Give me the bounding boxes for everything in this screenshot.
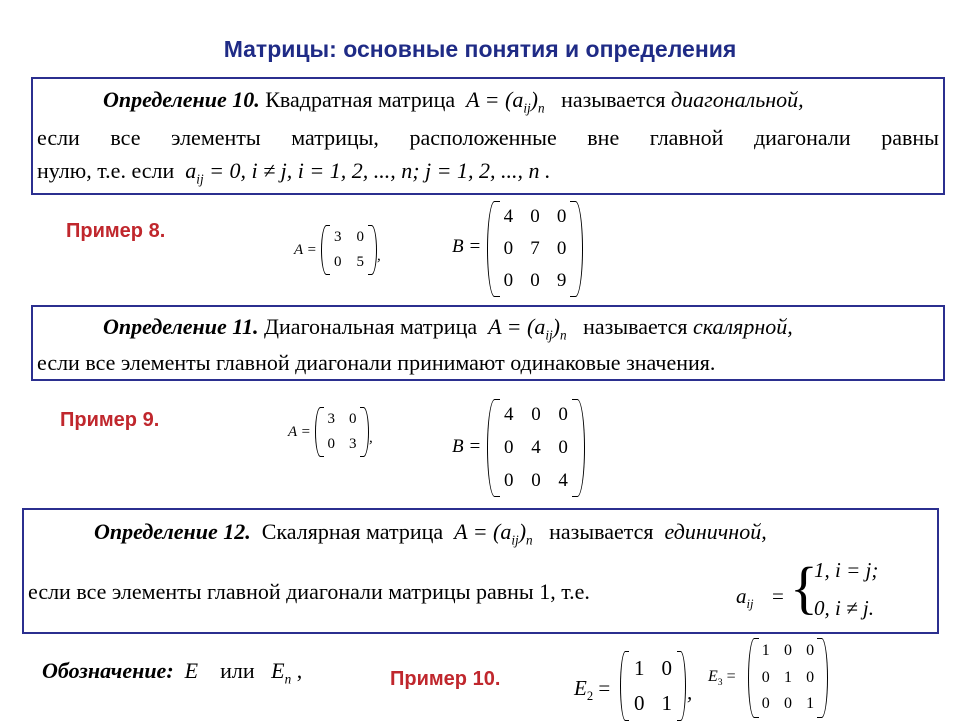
ex8-matrix-b-name: B = xyxy=(452,236,482,257)
case-2: 0, i ≠ j. xyxy=(814,596,874,620)
ex10-matrix-e2 xyxy=(620,651,686,721)
ex10-e2-name: $E_2$ = xyxy=(574,676,611,704)
matrix-cell: 0 xyxy=(556,206,567,228)
matrix-cell: 0 xyxy=(348,410,357,427)
example-9-label: Пример 9. xyxy=(60,409,160,431)
def12-line2: если все элементы главной диагонали матрицы равны 1, т.е. xyxy=(28,579,590,604)
ex9-matrix-b-name: B = xyxy=(452,436,482,457)
matrix-cell: 7 xyxy=(530,238,540,260)
matrix-cell: 1 xyxy=(634,656,645,681)
matrix-cell: 0 xyxy=(634,691,645,716)
matrix-cell: 0 xyxy=(530,206,540,228)
ex8-matrix-a-comma: , xyxy=(377,248,381,264)
notation-e: E xyxy=(184,658,199,683)
def10-word: матрицы, xyxy=(291,125,379,150)
matrix-cell: 1 xyxy=(783,668,792,686)
matrix-cell: 0 xyxy=(530,270,540,292)
ex8-matrix-a-name: A = xyxy=(294,242,317,258)
matrix-cell: 0 xyxy=(761,695,770,713)
def10-line3 xyxy=(37,158,551,187)
def11-term: скалярной, xyxy=(693,314,793,339)
def11-text1: Диагональная матрица xyxy=(264,314,478,339)
matrix-cell: 0 xyxy=(783,642,792,660)
matrix-cell: 0 xyxy=(503,270,514,292)
def12-cases: $a_{ij}$ = { 1, i = j; 0, i ≠ j. xyxy=(736,554,926,626)
matrix-cell: 0 xyxy=(531,404,541,426)
def10-term: диагональной, xyxy=(670,87,804,112)
matrix-cell: 0 xyxy=(783,695,792,713)
example-8-label: Пример 8. xyxy=(66,220,166,242)
notation-en: $E_n$ xyxy=(271,658,292,687)
matrix-cell: 1 xyxy=(806,695,815,713)
matrix-cell: 0 xyxy=(806,642,815,660)
def11-formula: $A = (a_{ij})_n$ xyxy=(488,314,567,343)
matrix-cell: 0 xyxy=(761,668,770,686)
def10-text2: называется xyxy=(561,87,666,112)
def10-word: равны xyxy=(881,125,939,150)
def10-text1: Квадратная матрица xyxy=(265,87,456,112)
def10-heading: Определение 10. xyxy=(103,87,260,112)
example-10-label: Пример 10. xyxy=(390,668,501,690)
matrix-cell: 0 xyxy=(531,469,541,491)
def10-word: все xyxy=(110,125,141,150)
ex9-matrix-b xyxy=(487,399,585,497)
def12-heading: Определение 12. xyxy=(94,519,251,544)
matrix-cell: 0 xyxy=(661,656,672,681)
ex9-matrix-a-name: A = xyxy=(288,424,311,440)
matrix-cell: 0 xyxy=(504,437,514,459)
ex10-e3-name: $E_3$ = xyxy=(708,668,736,689)
matrix-cell: 0 xyxy=(556,238,567,260)
matrix-cell: 0 xyxy=(356,228,364,245)
def10-text3: нулю, т.е. если xyxy=(37,158,175,183)
def12-line1 xyxy=(94,519,767,548)
def10-line2 xyxy=(37,125,939,151)
def11-line2: если все элементы главной диагонали принимают одинаковые значения. xyxy=(37,350,716,375)
matrix-cell: 1 xyxy=(661,691,672,716)
matrix-cell: 4 xyxy=(504,404,514,426)
def12-term: единичной, xyxy=(664,519,767,544)
matrix-cell: 5 xyxy=(356,253,364,270)
ex10-e2-comma: , xyxy=(687,680,693,704)
matrix-cell: 4 xyxy=(503,206,514,228)
cases-brace: { xyxy=(790,555,818,620)
def10-formula: $A = (a_{ij})_n$ xyxy=(466,87,545,116)
def10-word: вне xyxy=(587,125,620,150)
matrix-cell: 0 xyxy=(806,668,815,686)
notation-line: Обозначение: E или $E_n$ , xyxy=(42,658,303,687)
ex9-matrix-a xyxy=(315,407,369,457)
matrix-cell: 0 xyxy=(558,404,568,426)
def10-word: расположенные xyxy=(409,125,557,150)
matrix-cell: 0 xyxy=(558,437,568,459)
matrix-cell: 0 xyxy=(334,253,342,270)
matrix-cell: 1 xyxy=(761,642,770,660)
def11-heading: Определение 11. xyxy=(103,314,259,339)
matrix-cell: 4 xyxy=(558,469,568,491)
def11-text2: называется xyxy=(583,314,688,339)
ex9-matrix-a-comma: , xyxy=(369,430,373,446)
definition-10-box xyxy=(31,77,945,195)
def10-word: если xyxy=(37,125,80,150)
def10-word: элементы xyxy=(171,125,261,150)
matrix-cell: 3 xyxy=(348,435,357,452)
def12-text2: называется xyxy=(549,519,654,544)
notation-heading: Обозначение: xyxy=(42,658,174,683)
matrix-cell: 9 xyxy=(556,270,567,292)
matrix-cell: 0 xyxy=(504,469,514,491)
def10-word: диагонали xyxy=(753,125,851,150)
case-1: 1, i = j; xyxy=(814,558,879,582)
ex10-matrix-e3 xyxy=(748,638,828,718)
notation-or: или xyxy=(220,658,255,683)
ex8-matrix-a xyxy=(321,225,377,275)
def11-line1 xyxy=(103,314,793,343)
def12-text1: Скалярная матрица xyxy=(261,519,444,544)
page-title: Матрицы: основные понятия и определения xyxy=(223,36,737,62)
ex8-matrix-b xyxy=(487,201,583,297)
matrix-cell: 3 xyxy=(334,228,342,245)
matrix-cell: 0 xyxy=(503,238,514,260)
def10-line1 xyxy=(103,87,804,116)
matrix-cell: 3 xyxy=(327,410,336,427)
def10-word: главной xyxy=(649,125,724,150)
def12-formula: $A = (a_{ij})_n$ xyxy=(454,519,533,548)
matrix-cell: 0 xyxy=(327,435,336,452)
definition-12-box xyxy=(22,508,939,634)
matrix-cell: 4 xyxy=(531,437,541,459)
def10-condition: $a_{ij} = 0$, i ≠ j, i = 1, 2, ..., n; j = 1, 2, ..., n . xyxy=(185,158,551,187)
definition-11-box xyxy=(31,305,945,381)
